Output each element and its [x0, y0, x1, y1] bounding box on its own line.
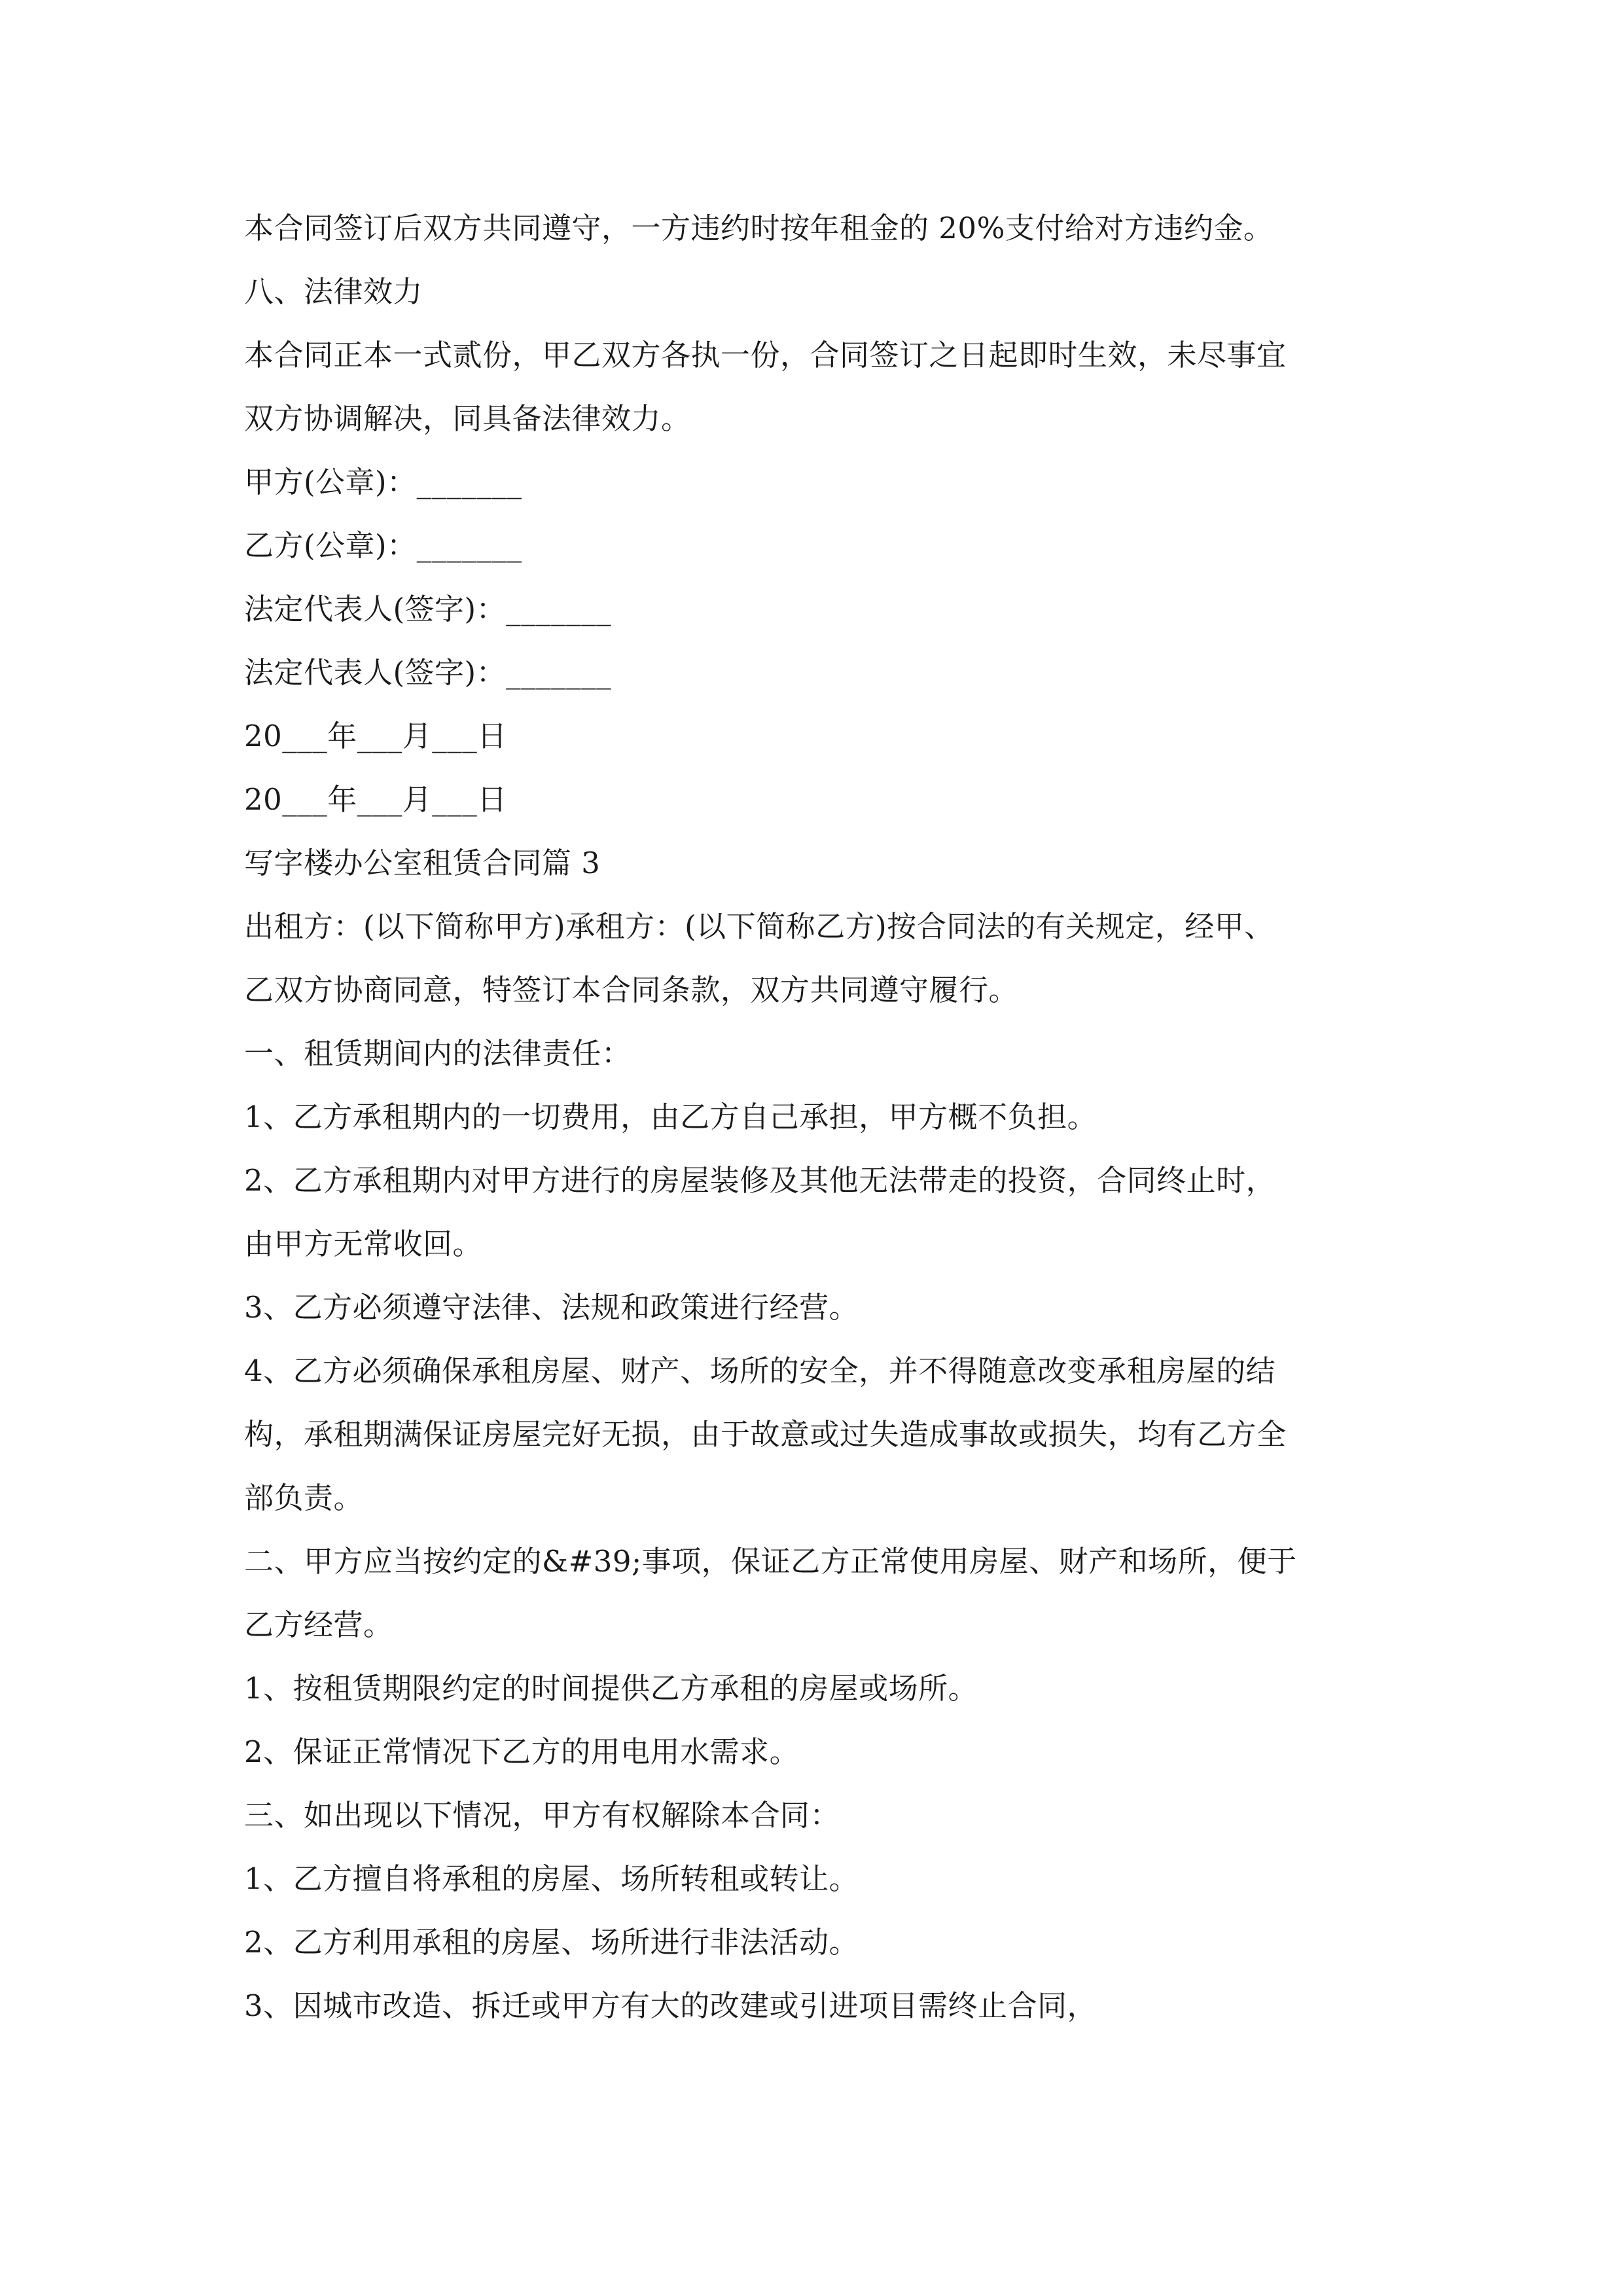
section-heading: 二、甲方应当按约定的&#39;事项，保证乙方正常使用房屋、财产和场所，便于 — [244, 1544, 1297, 1579]
list-item: 1、乙方承租期内的一切费用，由乙方自己承担，甲方概不负担。 — [244, 1100, 1097, 1134]
text-line: 本合同正本一式贰份，甲乙双方各执一份，合同签订之日起即时生效，未尽事宜 — [244, 338, 1287, 372]
list-item: 2、乙方利用承租的房屋、场所进行非法活动。 — [244, 1925, 859, 1960]
section-heading: 一、租赁期间内的法律责任： — [244, 1036, 632, 1071]
text-line: 由甲方无常收回。 — [244, 1227, 483, 1261]
signature-line-party-b: 乙方(公章)：_______ — [244, 528, 522, 563]
text-line: 本合同签订后双方共同遵守，一方违约时按年租金的 20%支付给对方违约金。 — [244, 211, 1274, 245]
text-line: 构，承租期满保证房屋完好无损，由于故意或过失造成事故或损失，均有乙方全 — [244, 1417, 1287, 1452]
section-heading: 三、如出现以下情况，甲方有权解除本合同： — [244, 1798, 840, 1833]
list-item: 3、因城市改造、拆迁或甲方有大的改建或引进项目需终止合同， — [244, 1988, 1097, 2023]
list-item: 3、乙方必须遵守法律、法规和政策进行经营。 — [244, 1290, 859, 1325]
signature-line-party-a: 甲方(公章)：_______ — [244, 465, 522, 499]
signature-line-representative: 法定代表人(签字)：_______ — [244, 592, 612, 626]
list-item: 1、按租赁期限约定的时间提供乙方承租的房屋或场所。 — [244, 1671, 978, 1706]
list-item: 4、乙方必须确保承租房屋、财产、场所的安全，并不得随意改变承租房屋的结 — [244, 1354, 1276, 1388]
date-line: 20___年___月___日 — [244, 782, 507, 817]
section-heading: 八、法律效力 — [244, 274, 423, 309]
text-line: 乙方经营。 — [244, 1607, 393, 1642]
list-item: 1、乙方擅自将承租的房屋、场所转租或转让。 — [244, 1861, 859, 1896]
list-item: 2、保证正常情况下乙方的用电用水需求。 — [244, 1734, 800, 1769]
document-body — [244, 196, 1396, 2037]
document-title: 写字楼办公室租赁合同篇 3 — [244, 846, 601, 880]
list-item: 2、乙方承租期内对甲方进行的房屋装修及其他无法带走的投资，合同终止时， — [244, 1163, 1276, 1198]
date-line: 20___年___月___日 — [244, 719, 507, 753]
text-line: 出租方：(以下简称甲方)承租方：(以下简称乙方)按合同法的有关规定，经甲、 — [244, 909, 1274, 944]
text-line: 部负责。 — [244, 1480, 364, 1515]
text-line: 乙双方协商同意，特签订本合同条款，双方共同遵守履行。 — [244, 973, 1019, 1007]
signature-line-representative: 法定代表人(签字)：_______ — [244, 655, 612, 690]
text-line: 双方协调解决，同具备法律效力。 — [244, 401, 691, 436]
